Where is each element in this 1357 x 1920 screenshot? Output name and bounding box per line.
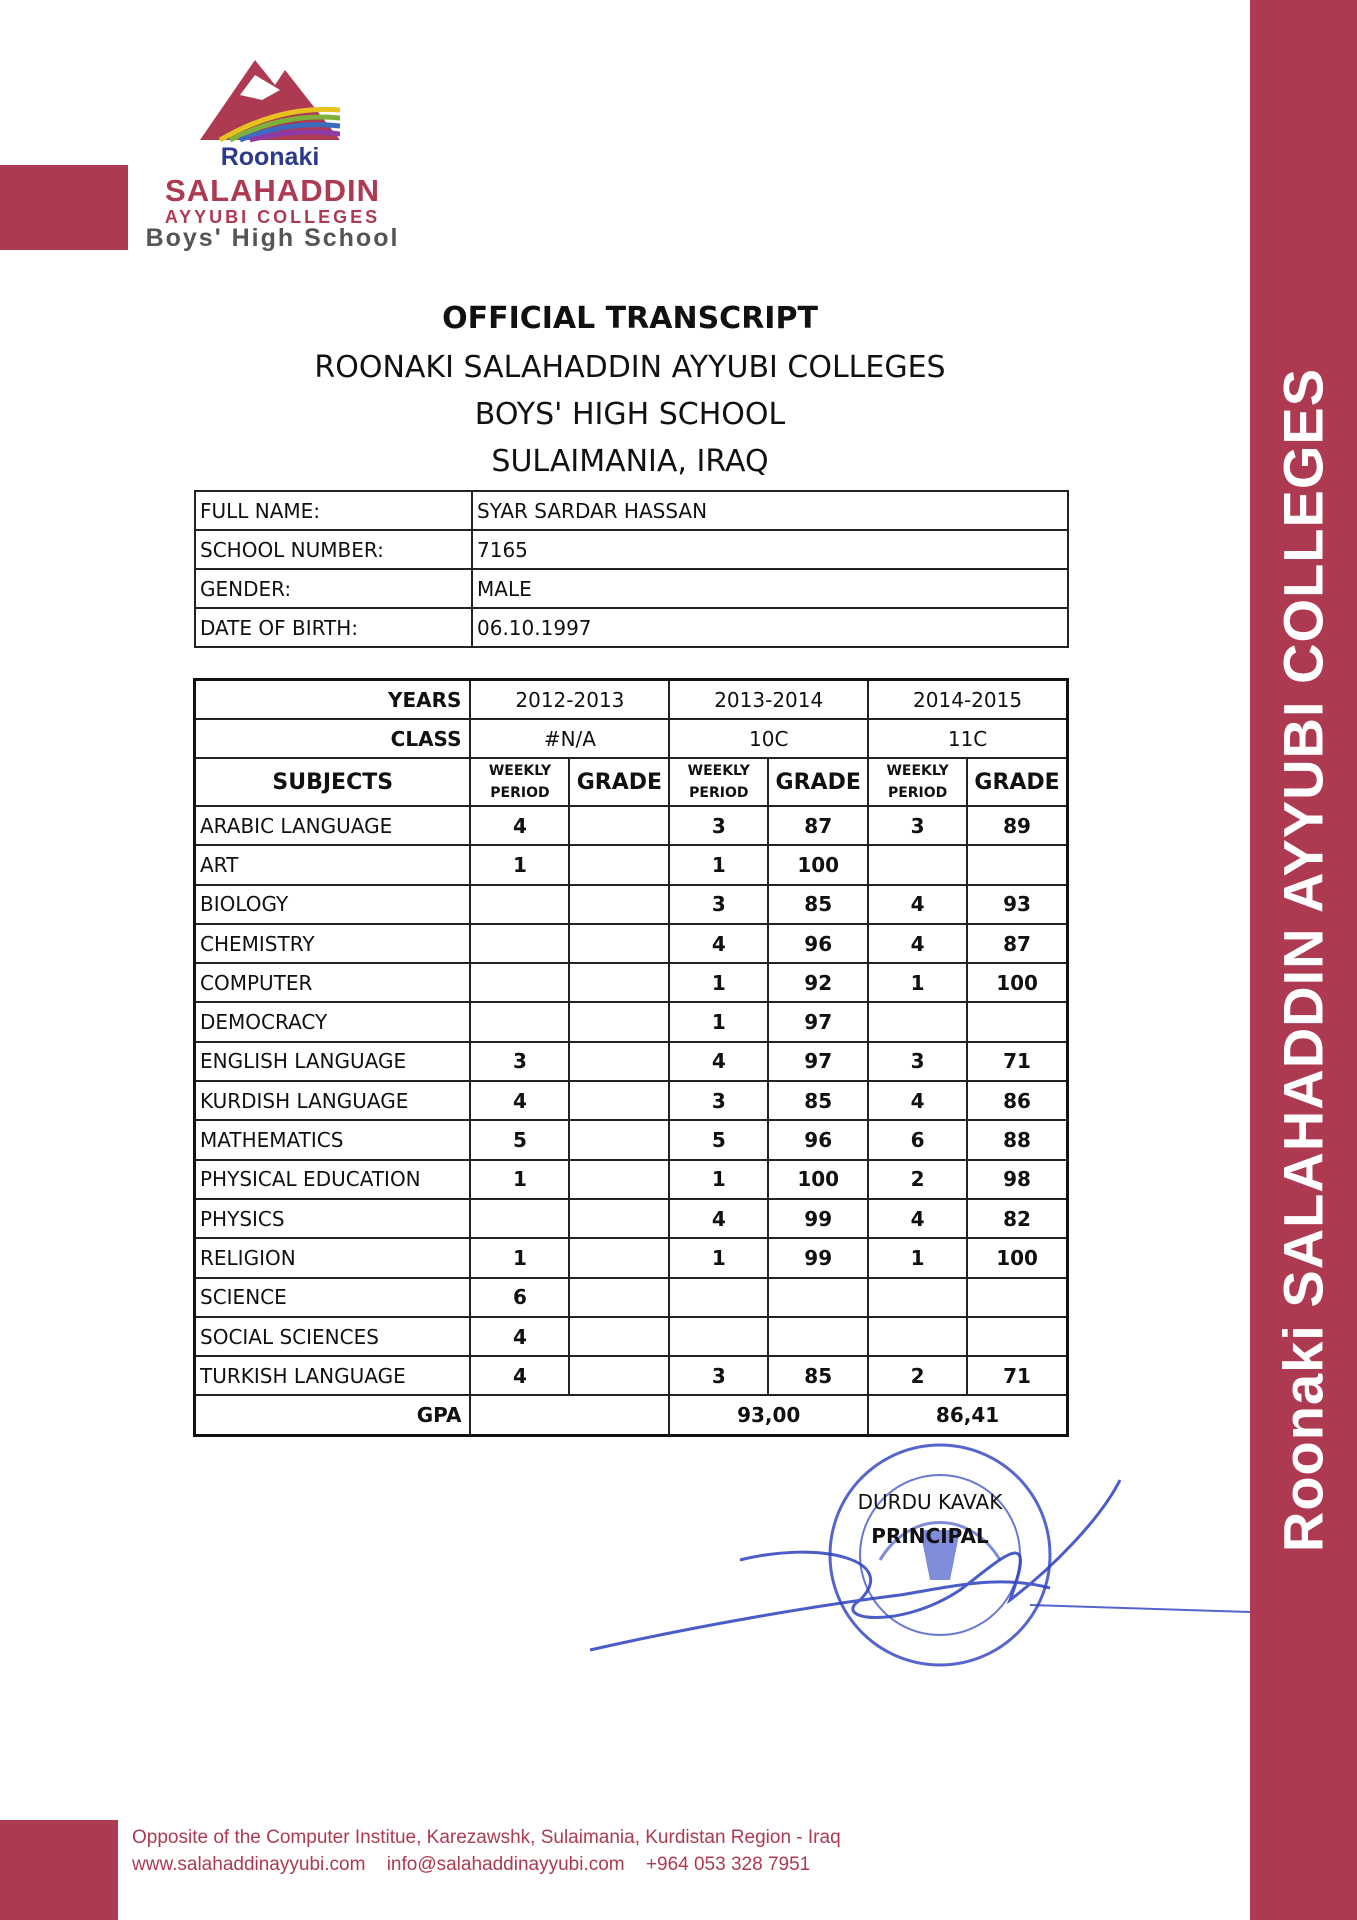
- weekly-period-cell: [868, 1317, 967, 1356]
- subjects-label: SUBJECTS: [195, 758, 471, 806]
- principal-name: DURDU KAVAK: [857, 1490, 1003, 1514]
- year-col-3: 2014-2015: [868, 680, 1067, 720]
- grade-cell: 86: [967, 1081, 1067, 1120]
- subject-row: [195, 1317, 1068, 1356]
- weekly-period-cell: 3: [868, 1042, 967, 1081]
- weekly-period-cell: [470, 1002, 569, 1041]
- subject-row: [195, 1042, 1068, 1081]
- weekly-period-cell: 1: [669, 1238, 768, 1277]
- footer-phone: +964 053 328 7951: [645, 1854, 811, 1875]
- grade-cell: 87: [967, 924, 1067, 963]
- footer-website[interactable]: www.salahaddinayyubi.com: [132, 1854, 366, 1875]
- grade-cell: [569, 1042, 669, 1081]
- logo-line-roonaki: Roonaki: [220, 143, 320, 171]
- weekly-label: WEEKLY: [488, 763, 552, 779]
- school-number-value: 7165: [472, 530, 1068, 569]
- subject-row: [195, 1356, 1068, 1395]
- grade-cell: [569, 1317, 669, 1356]
- weekly-period-cell: [868, 1278, 967, 1317]
- subject-name: ENGLISH LANGUAGE: [195, 1042, 471, 1081]
- class-label: CLASS: [195, 719, 471, 758]
- weekly-period-cell: 1: [669, 845, 768, 884]
- weekly-period-cell: 1: [669, 963, 768, 1002]
- grade-cell: [569, 1081, 669, 1120]
- gpa-value-3: 86,41: [868, 1395, 1067, 1435]
- logo-line-school: Boys' High School: [145, 224, 400, 252]
- grades-table: [193, 678, 1069, 1437]
- weekly-period-cell: 3: [669, 1356, 768, 1395]
- subject-row: [195, 924, 1068, 963]
- grade-header: GRADE: [569, 758, 669, 806]
- official-stamp-icon: [800, 1410, 1080, 1710]
- grade-cell: 100: [768, 845, 868, 884]
- class-col-1: #N/A: [470, 719, 669, 758]
- full-name-row: [195, 491, 1068, 530]
- grade-cell: [569, 1238, 669, 1277]
- grade-cell: [768, 1317, 868, 1356]
- grade-cell: [569, 1356, 669, 1395]
- grade-cell: [569, 1199, 669, 1238]
- weekly-period-cell: [868, 1002, 967, 1041]
- subject-name: MATHEMATICS: [195, 1120, 471, 1159]
- grade-cell: 82: [967, 1199, 1067, 1238]
- grade-cell: [967, 1317, 1067, 1356]
- weekly-period-cell: 1: [669, 1002, 768, 1041]
- gender-label: GENDER:: [195, 569, 472, 608]
- grade-cell: 93: [967, 885, 1067, 924]
- subject-name: SOCIAL SCIENCES: [195, 1317, 471, 1356]
- subject-name: CHEMISTRY: [195, 924, 471, 963]
- dob-label: DATE OF BIRTH:: [195, 608, 472, 647]
- grade-cell: 96: [768, 924, 868, 963]
- subject-name: TURKISH LANGUAGE: [195, 1356, 471, 1395]
- grade-cell: 96: [768, 1120, 868, 1159]
- weekly-period-cell: [470, 963, 569, 1002]
- grade-cell: [569, 806, 669, 845]
- grade-cell: [569, 924, 669, 963]
- weekly-period-cell: [868, 845, 967, 884]
- weekly-period-cell: 4: [868, 924, 967, 963]
- grade-cell: [569, 1120, 669, 1159]
- weekly-period-header: [669, 758, 768, 806]
- subjects-header-row: [195, 758, 1068, 806]
- school-number-label: SCHOOL NUMBER:: [195, 530, 472, 569]
- student-info-table: [194, 490, 1069, 648]
- dob-value: 06.10.1997: [472, 608, 1068, 647]
- grade-header: GRADE: [967, 758, 1067, 806]
- class-row: [195, 719, 1068, 758]
- school-logo: [130, 50, 420, 260]
- grade-cell: 100: [768, 1160, 868, 1199]
- weekly-period-cell: 1: [470, 1160, 569, 1199]
- subject-name: BIOLOGY: [195, 885, 471, 924]
- footer-contacts: [132, 1851, 1232, 1878]
- weekly-period-cell: 3: [669, 806, 768, 845]
- weekly-period-header: [868, 758, 967, 806]
- heading-college: ROONAKI SALAHADDIN AYYUBI COLLEGES: [314, 350, 946, 385]
- subject-row: [195, 885, 1068, 924]
- gender-value: MALE: [472, 569, 1068, 608]
- grade-cell: 97: [768, 1042, 868, 1081]
- grade-cell: 97: [768, 1002, 868, 1041]
- subject-row: [195, 1160, 1068, 1199]
- subject-row: [195, 1199, 1068, 1238]
- weekly-period-cell: 1: [868, 1238, 967, 1277]
- subject-row: [195, 845, 1068, 884]
- grade-cell: [967, 1278, 1067, 1317]
- class-col-2: 10C: [669, 719, 868, 758]
- left-accent-top: [0, 165, 128, 250]
- grade-cell: 85: [768, 1356, 868, 1395]
- logo-line-colleges: AYYUBI COLLEGES: [164, 207, 381, 227]
- weekly-period-cell: 5: [669, 1120, 768, 1159]
- class-col-3: 11C: [868, 719, 1067, 758]
- logo-line-salahaddin: SALAHADDIN: [165, 173, 380, 208]
- grade-cell: [569, 885, 669, 924]
- grade-cell: 100: [967, 963, 1067, 1002]
- footer-email[interactable]: info@salahaddinayyubi.com: [386, 1854, 625, 1875]
- grade-cell: 89: [967, 806, 1067, 845]
- school-number-row: [195, 530, 1068, 569]
- weekly-period-cell: 4: [868, 1081, 967, 1120]
- weekly-period-cell: 4: [868, 1199, 967, 1238]
- subject-name: COMPUTER: [195, 963, 471, 1002]
- weekly-period-cell: 2: [868, 1356, 967, 1395]
- weekly-label: WEEKLY: [886, 763, 949, 779]
- grade-cell: [967, 845, 1067, 884]
- side-banner-text: Roonaki SALAHADDIN AYYUBI COLLEGES: [1271, 367, 1335, 1553]
- mountain-logo-icon: [200, 50, 340, 145]
- grade-cell: 99: [768, 1199, 868, 1238]
- heading-location: SULAIMANIA, IRAQ: [491, 444, 769, 479]
- grade-cell: 99: [768, 1238, 868, 1277]
- weekly-period-cell: 1: [470, 845, 569, 884]
- weekly-period-cell: 4: [470, 1081, 569, 1120]
- left-accent-bottom: [0, 1820, 118, 1920]
- subject-name: SCIENCE: [195, 1278, 471, 1317]
- grade-cell: 87: [768, 806, 868, 845]
- weekly-period-cell: 4: [470, 1356, 569, 1395]
- gpa-label: GPA: [195, 1395, 471, 1435]
- weekly-period-cell: 2: [868, 1160, 967, 1199]
- grade-cell: [569, 963, 669, 1002]
- weekly-period-cell: [470, 885, 569, 924]
- grade-cell: 71: [967, 1042, 1067, 1081]
- gpa-value-2: 93,00: [669, 1395, 868, 1435]
- weekly-period-cell: 3: [470, 1042, 569, 1081]
- subject-name: RELIGION: [195, 1238, 471, 1277]
- weekly-period-cell: [470, 1199, 569, 1238]
- grade-cell: 85: [768, 1081, 868, 1120]
- grade-cell: 98: [967, 1160, 1067, 1199]
- subject-name: ART: [195, 845, 471, 884]
- heading-school: BOYS' HIGH SCHOOL: [474, 397, 786, 432]
- weekly-period-cell: [669, 1278, 768, 1317]
- document-title: OFFICIAL TRANSCRIPT: [442, 301, 818, 336]
- weekly-period-cell: 4: [470, 1317, 569, 1356]
- full-name-value: SYAR SARDAR HASSAN: [472, 491, 1068, 530]
- subject-row: [195, 806, 1068, 845]
- weekly-period-cell: 4: [669, 1042, 768, 1081]
- full-name-label: FULL NAME:: [195, 491, 472, 530]
- footer-address: Opposite of the Computer Institue, Karezawshk, Sulaimania, Kurdistan Region - Iraq: [132, 1827, 841, 1848]
- period-label: PERIOD: [490, 785, 550, 801]
- grade-cell: [768, 1278, 868, 1317]
- grade-cell: 85: [768, 885, 868, 924]
- weekly-period-cell: 3: [669, 1081, 768, 1120]
- subject-row: [195, 1120, 1068, 1159]
- side-banner: [1250, 0, 1357, 1920]
- principal-title: PRINCIPAL: [871, 1524, 989, 1548]
- gender-row: [195, 569, 1068, 608]
- grade-cell: 71: [967, 1356, 1067, 1395]
- grade-cell: [569, 1002, 669, 1041]
- years-label: YEARS: [195, 680, 471, 720]
- weekly-period-cell: 3: [669, 885, 768, 924]
- year-col-1: 2012-2013: [470, 680, 669, 720]
- subject-name: ARABIC LANGUAGE: [195, 806, 471, 845]
- footer: [132, 1824, 1232, 1878]
- period-label: PERIOD: [887, 785, 948, 801]
- weekly-period-header: [470, 758, 569, 806]
- principal-block: [830, 1490, 1030, 1548]
- weekly-period-cell: 4: [470, 806, 569, 845]
- gpa-value-1: [470, 1395, 669, 1435]
- subject-rows: [195, 806, 1068, 1395]
- grade-cell: 88: [967, 1120, 1067, 1159]
- weekly-period-cell: 6: [470, 1278, 569, 1317]
- subject-name: PHYSICS: [195, 1199, 471, 1238]
- weekly-period-cell: 1: [470, 1238, 569, 1277]
- grade-cell: 92: [768, 963, 868, 1002]
- year-col-2: 2013-2014: [669, 680, 868, 720]
- subject-row: [195, 1278, 1068, 1317]
- grade-cell: [569, 1160, 669, 1199]
- weekly-period-cell: 1: [669, 1160, 768, 1199]
- subject-row: [195, 963, 1068, 1002]
- weekly-period-cell: [669, 1317, 768, 1356]
- weekly-period-cell: 4: [669, 1199, 768, 1238]
- weekly-period-cell: 3: [868, 806, 967, 845]
- dob-row: [195, 608, 1068, 647]
- weekly-period-cell: 6: [868, 1120, 967, 1159]
- years-row: [195, 680, 1068, 720]
- weekly-period-cell: 4: [669, 924, 768, 963]
- period-label: PERIOD: [689, 785, 749, 801]
- weekly-period-cell: 5: [470, 1120, 569, 1159]
- grade-cell: [569, 1278, 669, 1317]
- subject-row: [195, 1238, 1068, 1277]
- weekly-period-cell: 1: [868, 963, 967, 1002]
- subject-name: PHYSICAL EDUCATION: [195, 1160, 471, 1199]
- weekly-period-cell: 4: [868, 885, 967, 924]
- grade-cell: [569, 845, 669, 884]
- subject-row: [195, 1002, 1068, 1041]
- weekly-label: WEEKLY: [687, 763, 750, 779]
- subject-name: DEMOCRACY: [195, 1002, 471, 1041]
- grade-cell: 100: [967, 1238, 1067, 1277]
- grade-header: GRADE: [768, 758, 868, 806]
- subject-name: KURDISH LANGUAGE: [195, 1081, 471, 1120]
- weekly-period-cell: [470, 924, 569, 963]
- grade-cell: [967, 1002, 1067, 1041]
- subject-row: [195, 1081, 1068, 1120]
